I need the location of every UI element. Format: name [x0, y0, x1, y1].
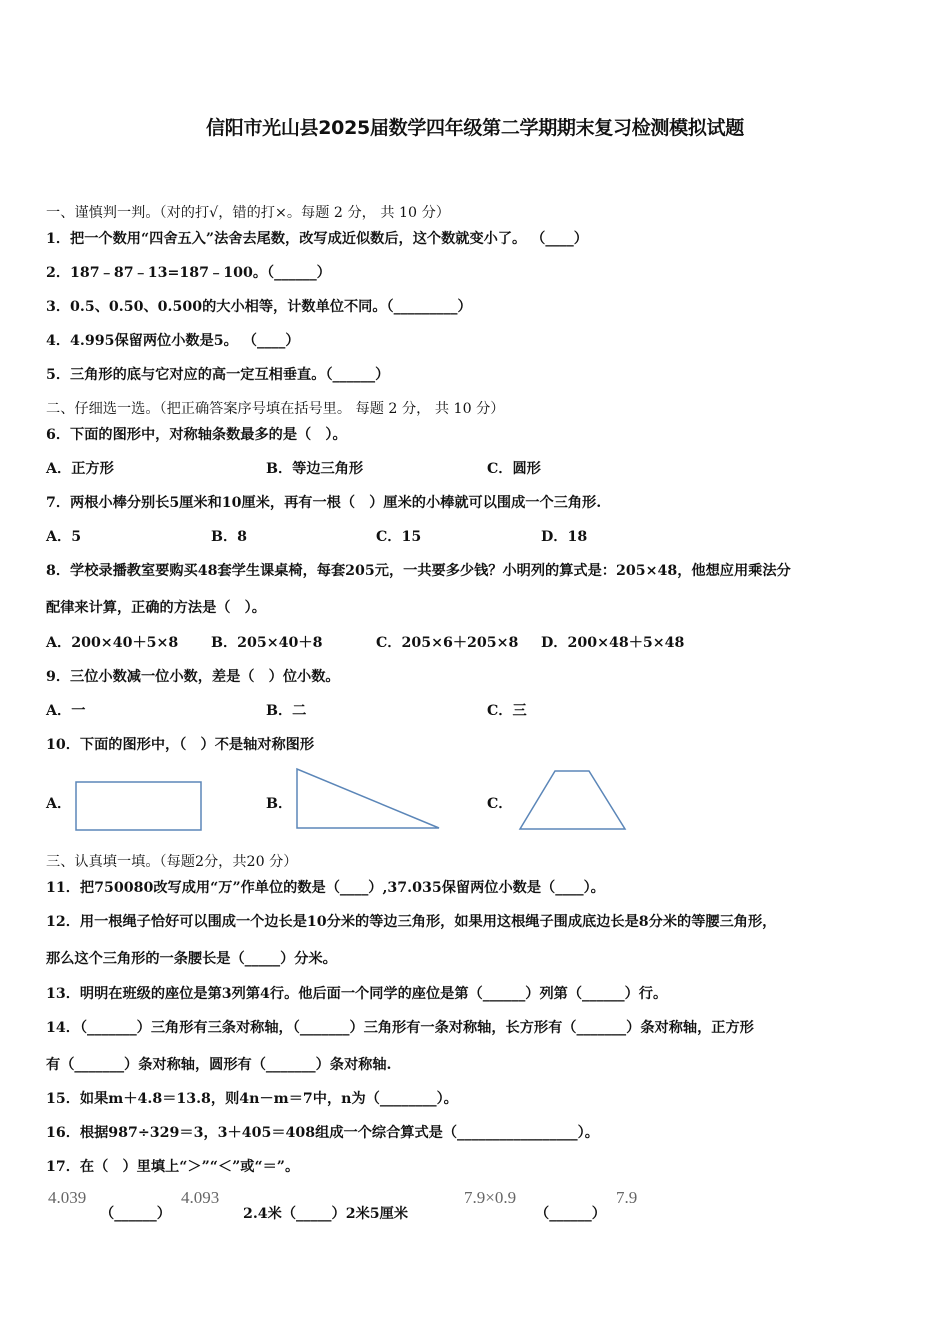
q17-item3-left: 7.9×0.9	[464, 1188, 517, 1207]
section2-heading: 二、仔细选一选。（把正确答案序号填在括号里。 每题 2 分， 共 10 分）	[46, 401, 505, 417]
question-10: 10．下面的图形中，（ ）不是轴对称图形	[46, 737, 315, 753]
question-2: 2．187﹣87﹣13=187﹣100。（______）	[46, 265, 331, 281]
page-title: 信阳市光山县2025届数学四年级第二学期期末复习检测模拟试题	[206, 117, 744, 139]
question-12-line1: 12．用一根绳子恰好可以围成一个边长是10分米的等边三角形，如果用这根绳子围成底边长是8分米的等腰三角形，	[46, 914, 777, 930]
trapezoid-figure	[517, 768, 629, 832]
q17-item1-right: 4.093	[181, 1188, 220, 1207]
section1-heading: 一、谨慎判一判。（对的打√，错的打×。每题 2 分， 共 10 分）	[46, 205, 450, 221]
q7-option-d: D．18	[541, 529, 588, 545]
question-15: 15．如果m＋4.8＝13.8，则4n－m＝7中，n为（________）。	[46, 1091, 458, 1107]
q17-item2: 2.4米（_____）2米5厘米	[243, 1206, 409, 1222]
section3-heading: 三、认真填一填。（每题2分，共20 分）	[46, 854, 298, 870]
q7-option-c: C．15	[376, 529, 422, 545]
q8-option-c: C．205×6＋205×8	[376, 635, 519, 651]
question-16: 16．根据987÷329＝3，3＋405＝408组成一个综合算式是（_________________）。	[46, 1125, 599, 1141]
question-5: 5．三角形的底与它对应的高一定互相垂直。（______）	[46, 367, 390, 383]
q6-option-c: C．圆形	[487, 461, 541, 477]
rectangle-figure	[74, 780, 204, 832]
question-17: 17．在（ ）里填上“＞”“＜”或“＝”。	[46, 1159, 300, 1175]
q17-item3-right: 7.9	[616, 1188, 638, 1207]
question-6: 6．下面的图形中，对称轴条数最多的是（ ）。	[46, 427, 347, 443]
q7-option-b: B．8	[211, 529, 248, 545]
q8-option-d: D．200×48＋5×48	[541, 635, 685, 651]
q9-option-a: A．一	[46, 703, 86, 719]
question-12-line2: 那么这个三角形的一条腰长是（_____）分米。	[46, 951, 337, 967]
question-9: 9．三位小数减一位小数，差是（ ）位小数。	[46, 669, 340, 685]
q8-option-b: B．205×40＋8	[211, 635, 323, 651]
question-8-line1: 8．学校录播教室要购买48套学生课桌椅，每套205元，一共要多少钱？小明列的算式是：205×48，他想应用乘法分	[46, 563, 791, 579]
q9-option-c: C．三	[487, 703, 527, 719]
question-11: 11．把750080改写成用“万”作单位的数是（____）,37.035保留两位小数是（____）。	[46, 880, 605, 896]
q17-item3-blank: （______）	[535, 1206, 606, 1222]
question-14-line1: 14．（_______）三角形有三条对称轴，（_______）三角形有一条对称轴，长方形有（_______）条对称轴，正方形	[46, 1020, 754, 1036]
q10-option-b: B．	[266, 796, 293, 812]
q17-item1-left: 4.039	[48, 1188, 87, 1207]
question-8-line2: 配律来计算，正确的方法是（ ）。	[46, 600, 266, 616]
right-triangle-figure	[294, 766, 444, 832]
q6-option-b: B．等边三角形	[266, 461, 364, 477]
q17-item1-blank: （______）	[100, 1206, 171, 1222]
question-14-line2: 有（_______）条对称轴，圆形有（_______）条对称轴.	[46, 1057, 392, 1073]
q10-option-c: C．	[487, 796, 513, 812]
question-7: 7．两根小棒分别长5厘米和10厘米，再有一根（ ）厘米的小棒就可以围成一个三角形.	[46, 495, 602, 511]
question-3: 3．0.5、0.50、0.500的大小相等，计数单位不同。（_________）	[46, 299, 472, 315]
q6-option-a: A．正方形	[46, 461, 114, 477]
q10-option-a: A．	[46, 796, 72, 812]
q7-option-a: A．5	[46, 529, 82, 545]
q8-option-a: A．200×40＋5×8	[46, 635, 179, 651]
question-1: 1．把一个数用“四舍五入”法舍去尾数，改写成近似数后，这个数就变小了。 （____）	[46, 231, 588, 247]
question-13: 13．明明在班级的座位是第3列第4行。他后面一个同学的座位是第（______）列第（______）行。	[46, 986, 668, 1002]
q9-option-b: B．二	[266, 703, 307, 719]
question-4: 4．4.995保留两位小数是5。 （____）	[46, 333, 300, 349]
